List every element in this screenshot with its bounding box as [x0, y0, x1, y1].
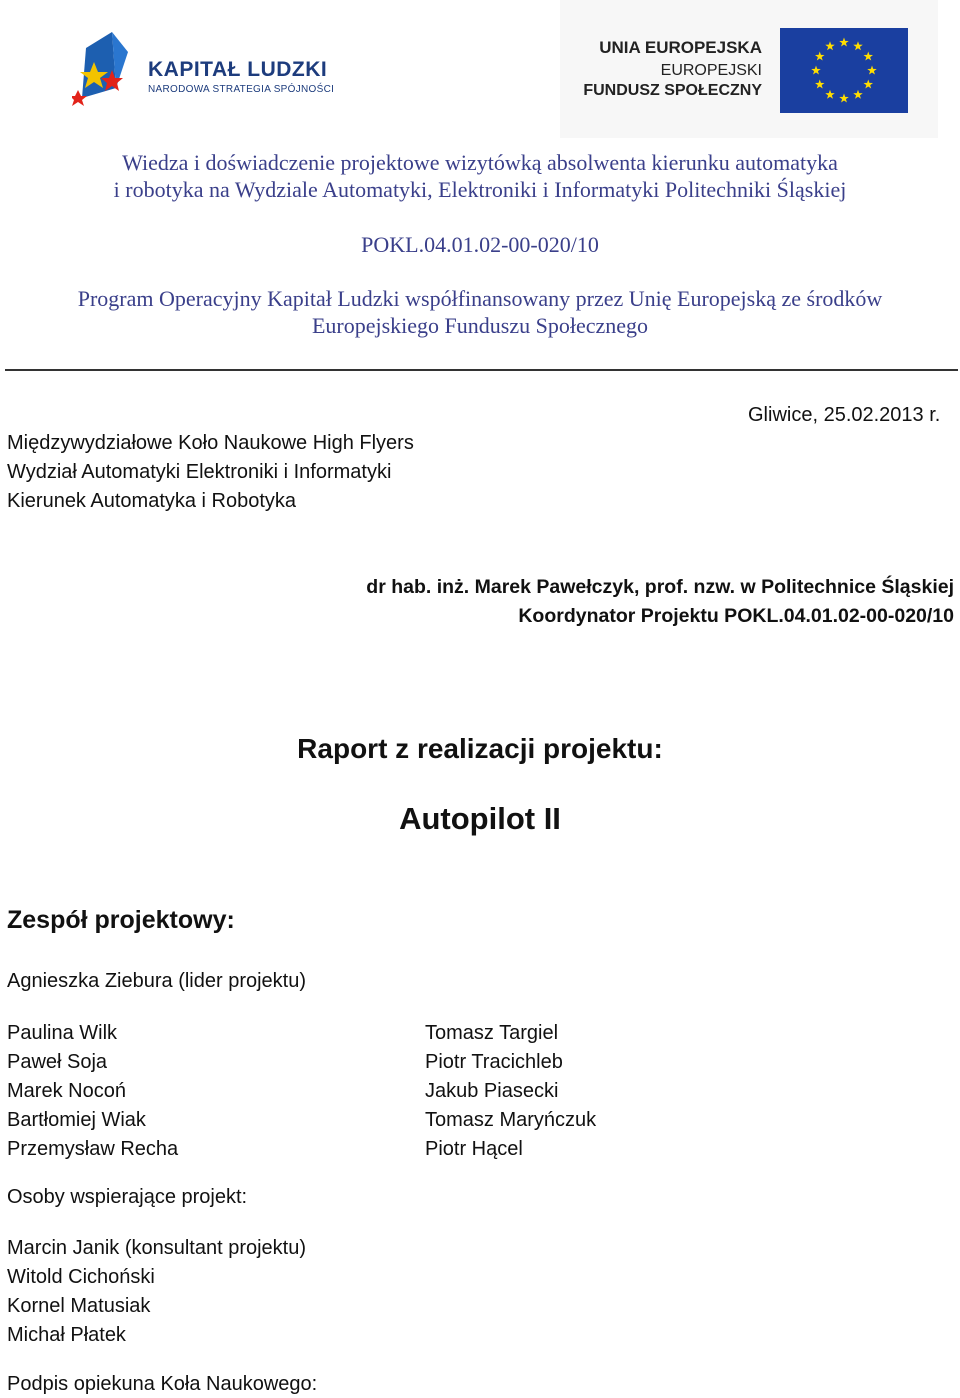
eu-star-icon [815, 80, 825, 89]
header-title-line-2: i robotyka na Wydziale Automatyki, Elektroniki i Informatyki Politechniki Śląskiej [113, 177, 847, 202]
team-heading: Zespół projektowy: [7, 906, 235, 934]
team-member: Paulina Wilk [7, 1022, 118, 1044]
kapital-ludzki-emblem-icon [72, 28, 142, 120]
eu-flag-icon [780, 28, 908, 113]
support-people-list [7, 1236, 306, 1352]
sender-line-2: Wydział Automatyki Elektroniki i Informatyki [7, 461, 392, 483]
eu-star-icon [863, 80, 873, 89]
sender-line-1: Międzywydziałowe Koło Naukowe High Flyers [7, 432, 414, 454]
signature-heading: Podpis opiekuna Koła Naukowego: [7, 1373, 318, 1395]
eu-logo-line-2: EUROPEJSKI [660, 62, 762, 79]
document-date: Gliwice, 25.02.2013 r. [748, 404, 941, 426]
eu-logo-line-1: UNIA EUROPEJSKA [599, 38, 762, 57]
eu-star-icon [825, 41, 835, 50]
eu-star-icon [839, 38, 849, 47]
addressee-line-1: dr hab. inż. Marek Pawełczyk, prof. nzw. w Politechnice Śląskiej [366, 576, 954, 598]
project-name: Autopilot II [399, 801, 561, 836]
team-member: Piotr Tracichleb [425, 1051, 563, 1073]
support-person: Kornel Matusiak [7, 1295, 151, 1317]
team-member: Marek Nocoń [7, 1080, 126, 1102]
eu-star-icon [867, 66, 877, 75]
eu-fund-logo [560, 0, 938, 138]
program-line-2: Europejskiego Funduszu Społecznego [311, 313, 649, 338]
eu-logo-line-3: FUNDUSZ SPOŁECZNY [583, 82, 762, 99]
kapital-ludzki-title: KAPITAŁ LUDZKI [148, 58, 328, 81]
sender-line-3: Kierunek Automatyka i Robotyka [7, 490, 297, 512]
team-list-column-2 [425, 1021, 596, 1166]
report-heading: Raport z realizacji projektu: [297, 733, 663, 764]
team-member: Paweł Soja [7, 1051, 108, 1073]
project-code: POKL.04.01.02-00-020/10 [361, 232, 599, 257]
eu-star-icon [811, 66, 821, 75]
support-person: Witold Cichoński [7, 1266, 155, 1288]
team-member: Bartłomiej Wiak [7, 1109, 146, 1131]
team-member: Piotr Hącel [425, 1138, 523, 1160]
team-member: Tomasz Maryńczuk [425, 1109, 597, 1131]
team-member: Przemysław Recha [7, 1138, 179, 1160]
addressee-line-2: Koordynator Projektu POKL.04.01.02-00-020/10 [518, 605, 954, 627]
program-line-1: Program Operacyjny Kapitał Ludzki współfinansowany przez Unię Europejską ze środków [77, 286, 883, 311]
kapital-ludzki-logo [72, 28, 372, 120]
eu-star-icon [863, 52, 873, 61]
header-title-line-1: Wiedza i doświadczenie projektowe wizytówką absolwenta kierunku automatyka [122, 150, 838, 175]
team-member: Jakub Piasecki [425, 1080, 559, 1102]
eu-star-icon [853, 41, 863, 50]
eu-star-icon [839, 94, 849, 103]
support-person: Marcin Janik (konsultant projektu) [7, 1237, 307, 1259]
support-person: Michał Płatek [7, 1324, 126, 1346]
header-divider [5, 369, 958, 371]
team-member: Tomasz Targiel [425, 1022, 559, 1044]
eu-star-icon [825, 90, 835, 99]
team-list-column-1 [7, 1021, 178, 1166]
support-heading: Osoby wspierające projekt: [7, 1186, 248, 1208]
eu-star-icon [853, 90, 863, 99]
kapital-ludzki-subtitle: NARODOWA STRATEGIA SPÓJNOŚCI [148, 84, 335, 95]
team-leader: Agnieszka Ziebura (lider projektu) [7, 970, 307, 992]
eu-star-icon [815, 52, 825, 61]
